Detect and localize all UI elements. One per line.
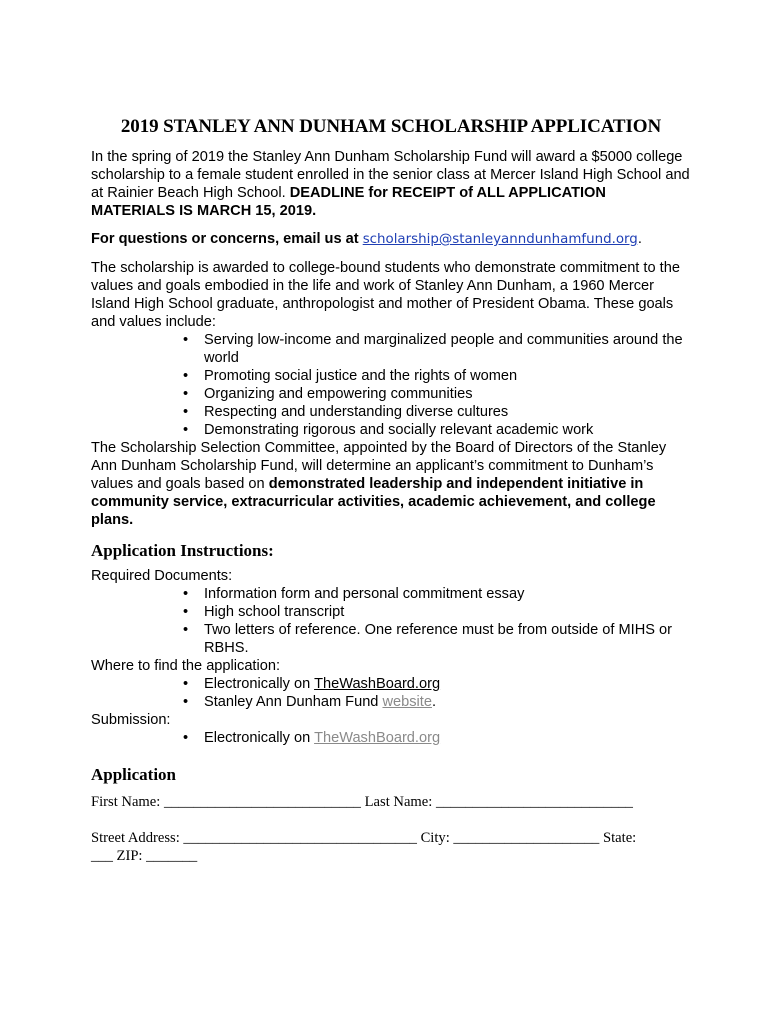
document-page [91,116,691,865]
submission-washboard-link[interactable]: TheWashBoard.org [314,730,441,746]
document-title: 2019 STANLEY ANN DUNHAM SCHOLARSHIP APPLICATION [120,116,662,137]
required-documents-label: Required Documents: [91,568,233,584]
goal-item: • Serving low-income and marginalized people and communities around the world [183,331,691,367]
contact-email-link[interactable]: scholarship@stanleyanndunhamfund.org [362,232,638,247]
required-documents-list [91,585,691,657]
about-paragraph: The scholarship is awarded to college-bound students who demonstrate commitment to the values and goals embodied in the life and work of Stanley Ann Dunham, a 1960 Mercer Island High School graduate, anthropologist and mother of President Obama. These goals and values include: [91,260,680,330]
required-document-item: • Two letters of reference. One reference must be from outside of MIHS or RBHS. [183,621,691,657]
goals-list [91,331,691,439]
zip-fields-line: ___ ZIP: _______ [91,848,198,864]
where-2-prefix: Stanley Ann Dunham Fund [204,694,383,710]
submission-list [91,729,691,747]
address-fields-line: Street Address: ________________________________ City: ____________________ State: [91,830,637,846]
where-label: Where to find the application: [91,658,281,674]
name-fields-line: First Name: ___________________________ Last Name: ___________________________ [91,794,633,810]
fund-website-link[interactable]: website [382,694,432,710]
submission-item [183,729,691,747]
application-heading: Application [91,765,177,784]
washboard-link[interactable]: TheWashBoard.org [314,676,441,692]
goal-item: • Respecting and understanding diverse cultures [183,403,691,421]
where-list [91,675,691,711]
where-item [183,675,691,693]
instructions-section [91,567,691,747]
committee-criteria: demonstrated leadership and independent initiative in community service, extracurricular activities, academic achievement, and college plans. [91,476,656,528]
committee-paragraph [91,439,691,529]
goal-item: • Organizing and empowering communities [183,385,691,403]
intro-paragraph [91,148,691,220]
goal-item: • Demonstrating rigorous and socially relevant academic work [183,421,691,439]
intro-text: In the spring of 2019 the Stanley Ann Dunham Scholarship Fund will award a $5000 college scholarship to a female student enrolled in the senior class at Mercer Island High School and at Rainier Beach High School. [91,149,690,201]
submission-prefix: Electronically on [204,730,315,746]
where-1-prefix: Electronically on [204,676,315,692]
required-document-item: • High school transcript [183,603,691,621]
where-2-suffix: . [431,694,437,710]
contact-line [91,230,691,249]
instructions-heading: Application Instructions: [91,541,274,560]
committee-text: The Scholarship Selection Committee, appointed by the Board of Directors of the Stanley Ann Dunham Scholarship Fund, will determine an applicant’s commitment to Dunham’s values and goals based on [91,440,667,492]
required-document-item: • Information form and personal commitment essay [183,585,691,603]
contact-period: . [637,231,642,247]
contact-label: For questions or concerns, email us at [91,231,363,247]
goal-item: • Promoting social justice and the rights of women [183,367,691,385]
submission-label: Submission: [91,712,171,728]
where-item [183,693,691,711]
deadline-text: DEADLINE for RECEIPT of ALL APPLICATION MATERIALS IS MARCH 15, 2019. [91,185,606,219]
